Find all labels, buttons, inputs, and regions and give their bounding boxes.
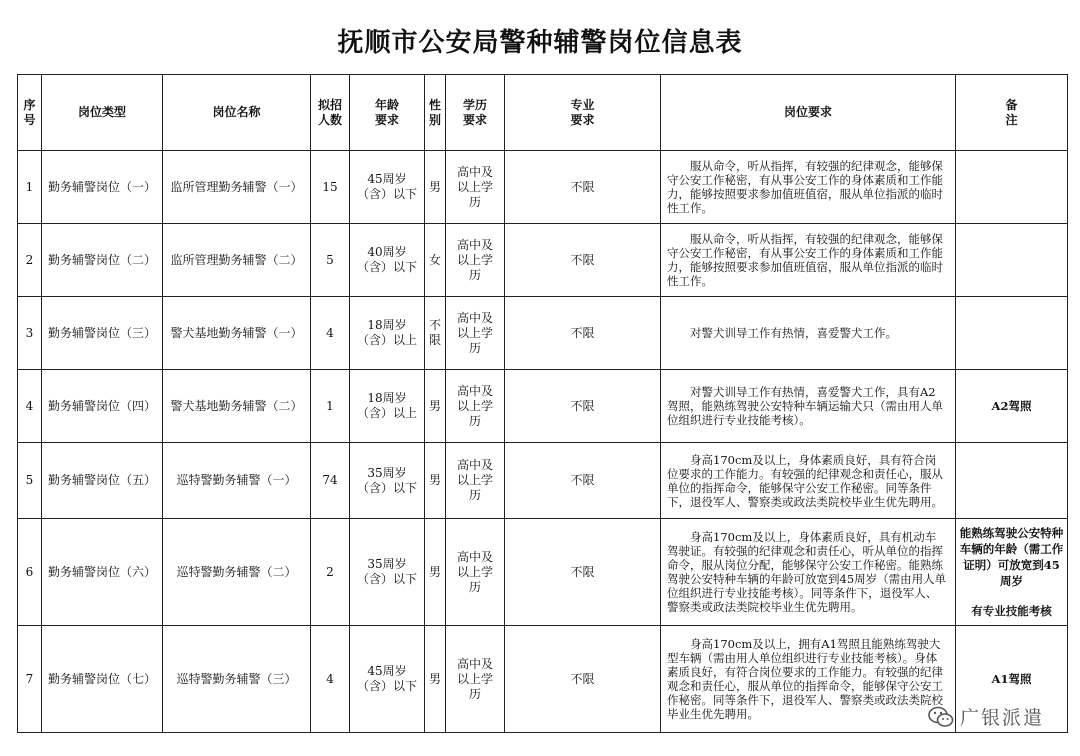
cell-count: 1 <box>311 370 350 443</box>
cell-seq: 7 <box>18 626 42 733</box>
cell-gender: 男 <box>425 151 446 224</box>
cell-type: 勤务辅警岗位（七） <box>42 626 163 733</box>
cell-seq: 1 <box>18 151 42 224</box>
table-row <box>18 297 1068 370</box>
cell-seq: 6 <box>18 519 42 626</box>
cell-name: 巡特警勤务辅警（一） <box>163 443 311 519</box>
cell-count: 4 <box>311 626 350 733</box>
cell-age: 40周岁 （含）以下 <box>350 224 425 297</box>
cell-seq: 2 <box>18 224 42 297</box>
cell-requirements: 对警犬训导工作有热情，喜爱警犬工作，具有A2驾照，能熟练驾驶公安特种车辆运输犬只（需由用人单位组织进行专业技能考核）。 <box>661 370 956 443</box>
header-count: 拟招 人数 <box>311 75 350 151</box>
cell-age: 45周岁 （含）以下 <box>350 151 425 224</box>
cell-name: 监所管理勤务辅警（二） <box>163 224 311 297</box>
cell-note <box>956 297 1068 370</box>
cell-note <box>956 151 1068 224</box>
cell-count: 2 <box>311 519 350 626</box>
table-row <box>18 626 1068 733</box>
cell-gender: 男 <box>425 519 446 626</box>
cell-name: 巡特警勤务辅警（三） <box>163 626 311 733</box>
cell-seq: 4 <box>18 370 42 443</box>
cell-seq: 5 <box>18 443 42 519</box>
cell-major: 不限 <box>505 151 661 224</box>
cell-gender: 男 <box>425 443 446 519</box>
cell-requirements: 身高170cm及以上，身体素质良好，具有符合岗位要求的工作能力。有较强的纪律观念和责任心，服从单位的指挥命令，能够保守公安工作秘密。同等条件下，退役军人、警察类或政法类院校毕业生优先聘用。 <box>661 443 956 519</box>
cell-type: 勤务辅警岗位（四） <box>42 370 163 443</box>
cell-age: 45周岁 （含）以下 <box>350 626 425 733</box>
table-row <box>18 370 1068 443</box>
cell-edu: 高中及 以上学 历 <box>446 519 505 626</box>
cell-name: 巡特警勤务辅警（二） <box>163 519 311 626</box>
cell-note: 能熟练驾驶公安特种车辆的年龄（需工作证明）可放宽到45周岁 有专业技能考核 <box>956 519 1068 626</box>
cell-edu: 高中及 以上学 历 <box>446 224 505 297</box>
table-row <box>18 151 1068 224</box>
header-req: 岗位要求 <box>661 75 956 151</box>
cell-requirements: 对警犬训导工作有热情，喜爱警犬工作。 <box>661 297 956 370</box>
cell-edu: 高中及 以上学 历 <box>446 151 505 224</box>
cell-edu: 高中及 以上学 历 <box>446 370 505 443</box>
job-info-table <box>17 74 1068 733</box>
cell-gender: 男 <box>425 370 446 443</box>
cell-requirements: 身高170cm及以上，拥有A1驾照且能熟练驾驶大型车辆（需由用人单位组织进行专业技能考核）。身体素质良好，有符合岗位要求的工作能力。有较强的纪律观念和责任心，服从单位的指挥命令，能够保守公安工作秘密。同等条件下，退役军人、警察类或政法类院校毕业生优先聘用。 <box>661 626 956 733</box>
cell-note: A1驾照 <box>956 626 1068 733</box>
cell-type: 勤务辅警岗位（五） <box>42 443 163 519</box>
cell-note <box>956 443 1068 519</box>
header-seq: 序 号 <box>18 75 42 151</box>
cell-gender: 不 限 <box>425 297 446 370</box>
table-row <box>18 443 1068 519</box>
cell-count: 74 <box>311 443 350 519</box>
table-row <box>18 519 1068 626</box>
cell-type: 勤务辅警岗位（三） <box>42 297 163 370</box>
watermark <box>928 703 1044 730</box>
cell-major: 不限 <box>505 443 661 519</box>
cell-requirements: 服从命令，听从指挥，有较强的纪律观念，能够保守公安工作秘密，有从事公安工作的身体素质和工作能力，能够按照要求参加值班值宿，服从单位指派的临时性工作。 <box>661 224 956 297</box>
cell-count: 5 <box>311 224 350 297</box>
cell-major: 不限 <box>505 519 661 626</box>
cell-type: 勤务辅警岗位（六） <box>42 519 163 626</box>
cell-major: 不限 <box>505 370 661 443</box>
cell-count: 15 <box>311 151 350 224</box>
cell-age: 35周岁 （含）以下 <box>350 443 425 519</box>
cell-edu: 高中及 以上学 历 <box>446 626 505 733</box>
header-note: 备 注 <box>956 75 1068 151</box>
cell-major: 不限 <box>505 626 661 733</box>
cell-age: 18周岁 （含）以上 <box>350 297 425 370</box>
cell-type: 勤务辅警岗位（一） <box>42 151 163 224</box>
cell-count: 4 <box>311 297 350 370</box>
table-header-row <box>18 75 1068 151</box>
cell-edu: 高中及 以上学 历 <box>446 297 505 370</box>
wechat-icon <box>928 706 954 728</box>
header-name: 岗位名称 <box>163 75 311 151</box>
header-age: 年龄 要求 <box>350 75 425 151</box>
cell-age: 35周岁 （含）以下 <box>350 519 425 626</box>
table-row <box>18 224 1068 297</box>
cell-name: 监所管理勤务辅警（一） <box>163 151 311 224</box>
note-sub: 有专业技能考核 <box>971 604 1052 618</box>
cell-requirements: 身高170cm及以上，身体素质良好，具有机动车驾驶证。有较强的纪律观念和责任心，听从单位的指挥命令，服从岗位分配，能够保守公安工作秘密。能熟练驾驶公安特种车辆的年龄可放宽到45周岁（需由用人单位组织进行专业技能考核）。同等条件下，退役军人、警察类或政法类院校毕业生优先聘用。 <box>661 519 956 626</box>
header-type: 岗位类型 <box>42 75 163 151</box>
cell-gender: 男 <box>425 626 446 733</box>
cell-gender: 女 <box>425 224 446 297</box>
header-edu: 学历 要求 <box>446 75 505 151</box>
cell-requirements: 服从命令，听从指挥，有较强的纪律观念，能够保守公安工作秘密，有从事公安工作的身体素质和工作能力，能够按照要求参加值班值宿，服从单位指派的临时性工作。 <box>661 151 956 224</box>
cell-edu: 高中及 以上学 历 <box>446 443 505 519</box>
cell-note: A2驾照 <box>956 370 1068 443</box>
header-major: 专业 要求 <box>505 75 661 151</box>
page-title: 抚顺市公安局警种辅警岗位信息表 <box>337 28 743 58</box>
cell-age: 18周岁 （含）以上 <box>350 370 425 443</box>
cell-seq: 3 <box>18 297 42 370</box>
cell-major: 不限 <box>505 224 661 297</box>
header-gender: 性 别 <box>425 75 446 151</box>
watermark-text: 广银派遣 <box>959 707 1044 729</box>
cell-type: 勤务辅警岗位（二） <box>42 224 163 297</box>
cell-name: 警犬基地勤务辅警（一） <box>163 297 311 370</box>
cell-major: 不限 <box>505 297 661 370</box>
cell-note <box>956 224 1068 297</box>
cell-name: 警犬基地勤务辅警（二） <box>163 370 311 443</box>
